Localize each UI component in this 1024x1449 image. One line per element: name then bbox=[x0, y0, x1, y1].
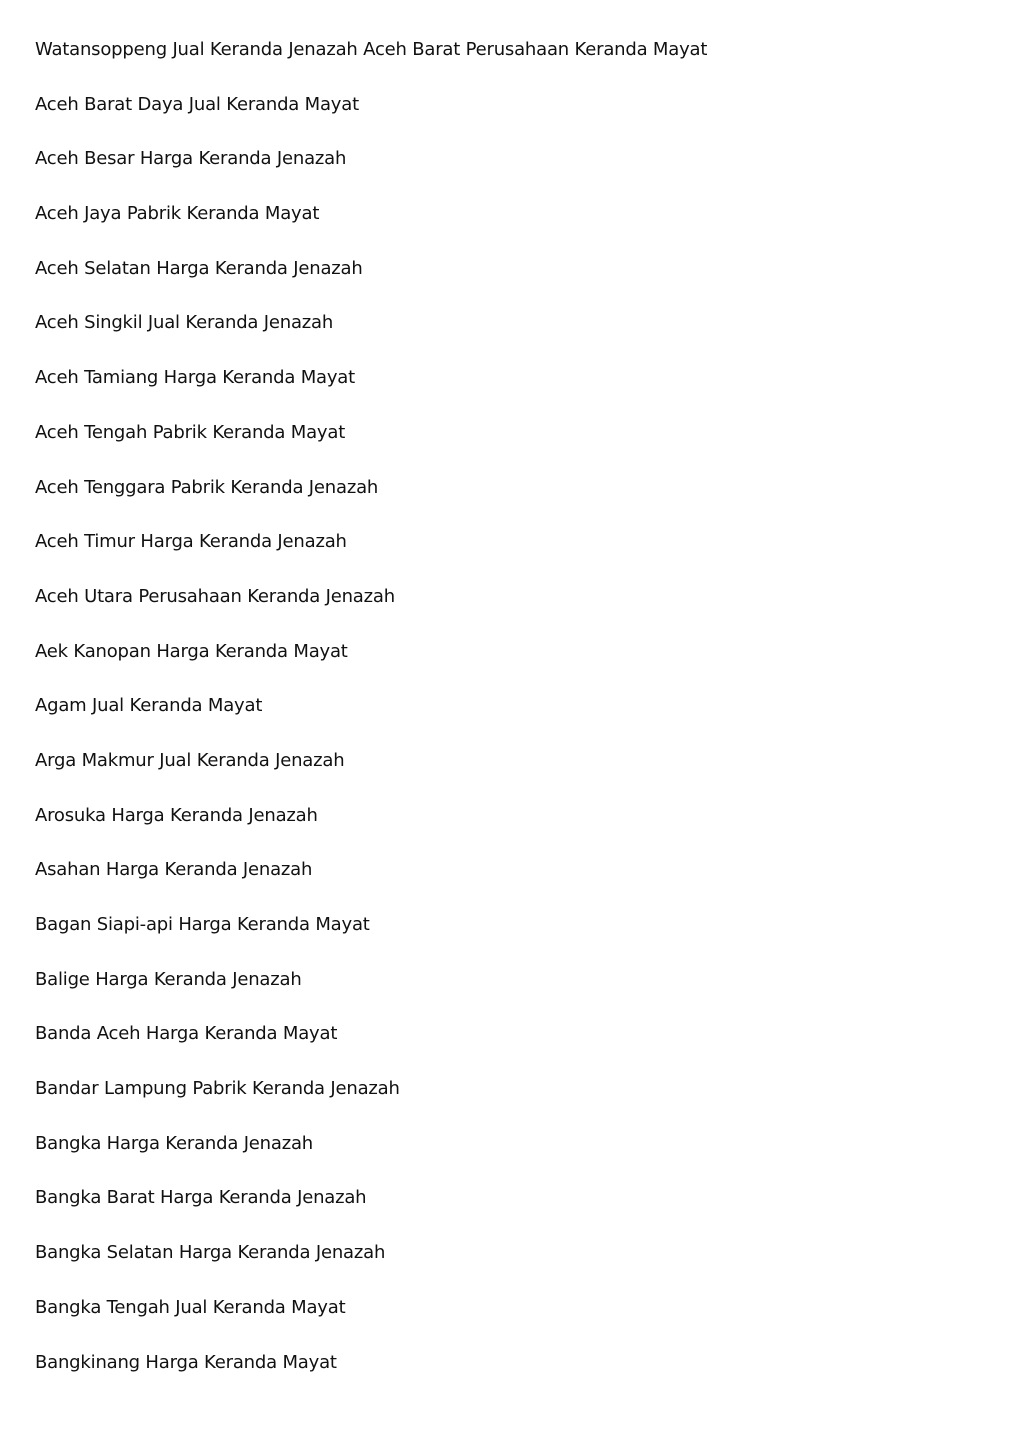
list-item: Aceh Singkil Jual Keranda Jenazah bbox=[35, 312, 334, 334]
list-item: Bangka Barat Harga Keranda Jenazah bbox=[35, 1187, 367, 1209]
list-item: Aceh Selatan Harga Keranda Jenazah bbox=[35, 257, 363, 279]
list-item: Banda Aceh Harga Keranda Mayat bbox=[35, 1023, 338, 1045]
list-item: Aceh Tengah Pabrik Keranda Mayat bbox=[35, 421, 346, 443]
list-item: Aceh Besar Harga Keranda Jenazah bbox=[35, 148, 347, 170]
list-item: Aceh Jaya Pabrik Keranda Mayat bbox=[35, 203, 320, 225]
list-item: Asahan Harga Keranda Jenazah bbox=[35, 859, 313, 881]
list-item: Watansoppeng Jual Keranda Jenazah Aceh Barat Perusahaan Keranda Mayat bbox=[35, 39, 708, 60]
list-item: Bandar Lampung Pabrik Keranda Jenazah bbox=[35, 1078, 400, 1100]
list-item: Arosuka Harga Keranda Jenazah bbox=[35, 804, 318, 826]
list-item: Aceh Tenggara Pabrik Keranda Jenazah bbox=[35, 476, 379, 498]
list-item: Aek Kanopan Harga Keranda Mayat bbox=[35, 640, 348, 662]
list-item: Balige Harga Keranda Jenazah bbox=[35, 968, 302, 990]
list-item: Aceh Timur Harga Keranda Jenazah bbox=[35, 531, 347, 553]
list-item: Bangka Harga Keranda Jenazah bbox=[35, 1132, 314, 1154]
list-item: Bagan Siapi-api Harga Keranda Mayat bbox=[35, 914, 370, 935]
list-item: Bangka Tengah Jual Keranda Mayat bbox=[35, 1296, 346, 1318]
entry-list bbox=[35, 36, 707, 1403]
list-item: Aceh Barat Daya Jual Keranda Mayat bbox=[35, 93, 359, 115]
list-item: Bangkinang Harga Keranda Mayat bbox=[35, 1351, 337, 1373]
list-item: Agam Jual Keranda Mayat bbox=[35, 695, 263, 717]
list-item: Aceh Tamiang Harga Keranda Mayat bbox=[35, 367, 355, 389]
list-item: Arga Makmur Jual Keranda Jenazah bbox=[35, 749, 345, 771]
list-item: Bangka Selatan Harga Keranda Jenazah bbox=[35, 1242, 386, 1264]
list-item: Aceh Utara Perusahaan Keranda Jenazah bbox=[35, 585, 395, 607]
